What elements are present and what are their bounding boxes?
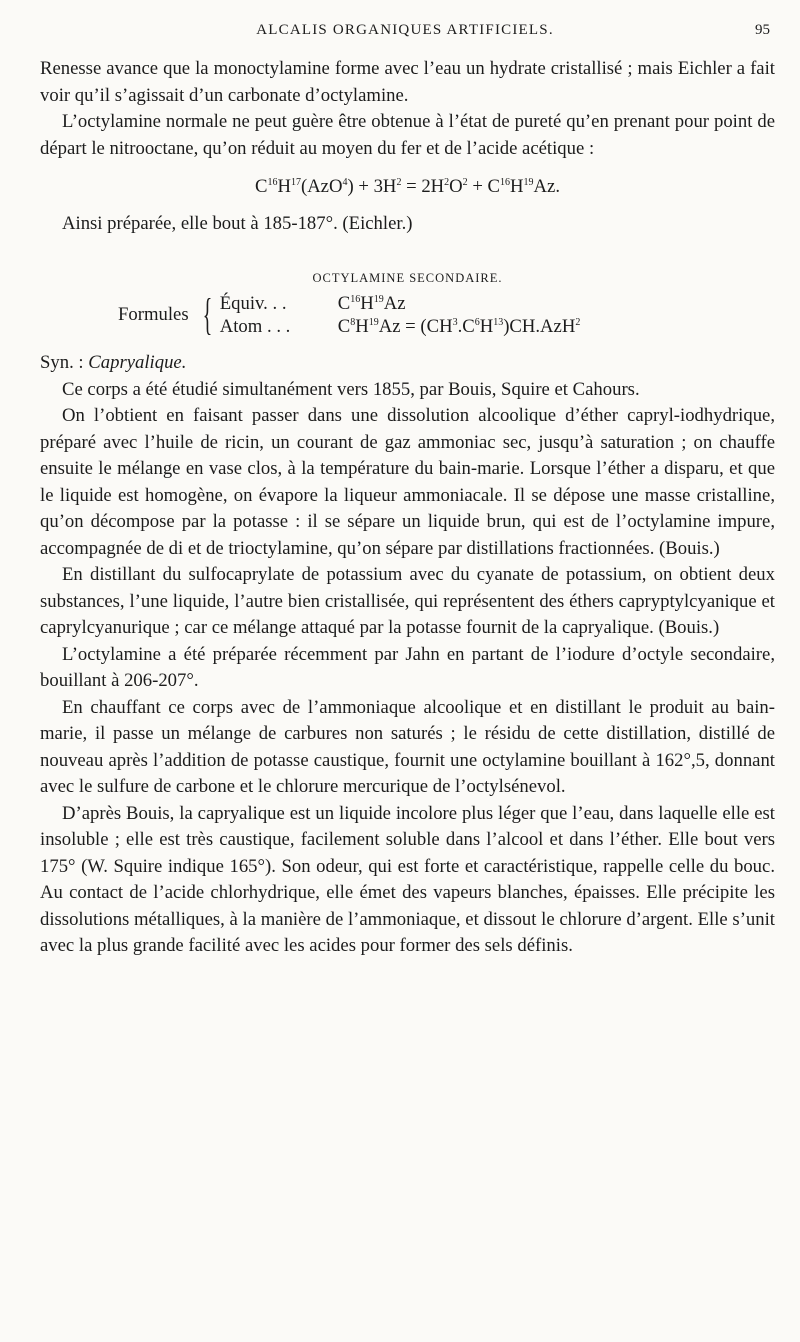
paragraph: L’octylamine a été préparée récemment par Jahn en partant de l’iodure d’octyle secondaire, bouillant à 206-207°. (40, 643, 775, 691)
page-number: 95 (755, 22, 770, 38)
running-header (40, 22, 770, 46)
paragraph: Ce corps a été étudié simultanément vers 1855, par Bouis, Squire et Cahours. (62, 378, 640, 400)
text-body (40, 56, 775, 960)
formula-equiv: $C^{16}H^{19}Az$ (337, 293, 406, 314)
synonym-line: Syn. : Capryalique. (40, 352, 187, 373)
paragraph: On l’obtient en faisant passer dans une dissolution alcoolique d’éther capryl-iodhydrique, préparé avec l’huile de ricin, un courant de gaz ammoniac sec, jusqu’à saturation ; on chauffe ensuite le mélange en vase clos, à la température du bain-marie. Lorsque l’éther a disparu, et que le liquide est homogène, on évapore la liqueur ammoniacale. Il se dépose une masse cristalline, qu’on décompose par la potasse : il se sépare un liquide brun, qui est de l’octylamine impure, accompagnée de di et de trioctylamine, qu’on sépare par distillations fractionnées. (Bouis.) (40, 405, 775, 559)
paragraph: Ainsi préparée, elle bout à 185-187°. (Eichler.) (62, 212, 413, 234)
formula-atom-row: Atom . . . $C^8H^{19}Az = (CH^3.C^6H^{13})CH.AzH^2$ (219, 316, 581, 337)
running-title: ALCALIS ORGANIQUES ARTIFICIELS. (256, 22, 554, 38)
paragraph: En distillant du sulfocaprylate de potassium avec du cyanate de potassium, on obtient deux substances, l’une liquide, l’autre bien cristallisée, qui représentent des éthers capryptylcyanique et caprylcyanurique ; car ce mélange attaqué par la potasse fournit de la capryalique. (Bouis.) (40, 564, 775, 638)
brace-icon: { (202, 290, 212, 339)
paragraph: L’octylamine normale ne peut guère être obtenue à l’état de pureté qu’en prenant pour point de départ le nitrooctane, qu’on réduit au moyen du fer et de l’acide acétique : (40, 111, 775, 159)
paragraph: D’après Bouis, la capryalique est un liquide incolore plus léger que l’eau, dans laquelle elle est insoluble ; elle est très caustique, facilement soluble dans l’alcool et dans l’éther. Elle bout vers 175° (W. Squire indique 165°). Son odeur, qui est forte et caractéristique, rappelle celle du bouc. Au contact de l’acide chlorhydrique, elle émet des vapeurs blanches, épaisses. Elle précipite les dissolutions métalliques, à la manière de l’ammoniaque, et dissout le chlorure d’argent. Elle s’unit avec la plus grande facilité avec les acides pour former des sels définis. (40, 802, 775, 956)
paragraph: En chauffant ce corps avec de l’ammoniaque alcoolique et en distillant le produit au bain-marie, il passe un mélange de carbures non saturés ; le résidu de cette distillation, distillé de nouveau après l’addition de potasse caustique, fournit une octylamine bouillant à 162°,5, donnant avec le sulfure de carbone et le chlorure mercurique de l’octylsénevol. (40, 696, 775, 797)
paragraph: Renesse avance que la monoctylamine forme avec l’eau un hydrate cristallisé ; mais Eichler a fait voir qu’il s’agissait d’un carbonate d’octylamine. (40, 58, 775, 106)
formula-equiv-row: Équiv. . . $C^{16}H^{19}Az$ (219, 293, 406, 314)
reaction-equation: $C^{16}H^{17}(AzO^4) + 3H^2 = 2H^2O^2 + C^{16}H^{19}Az$. (255, 176, 560, 197)
formulas-label: Formules (118, 304, 189, 325)
formulas-block (118, 292, 775, 338)
section-heading: OCTYLAMINE SECONDAIRE. (312, 271, 503, 285)
formula-atom: $C^8H^{19}Az = (CH^3.C^6H^{13})CH.AzH^2$ (337, 316, 581, 337)
